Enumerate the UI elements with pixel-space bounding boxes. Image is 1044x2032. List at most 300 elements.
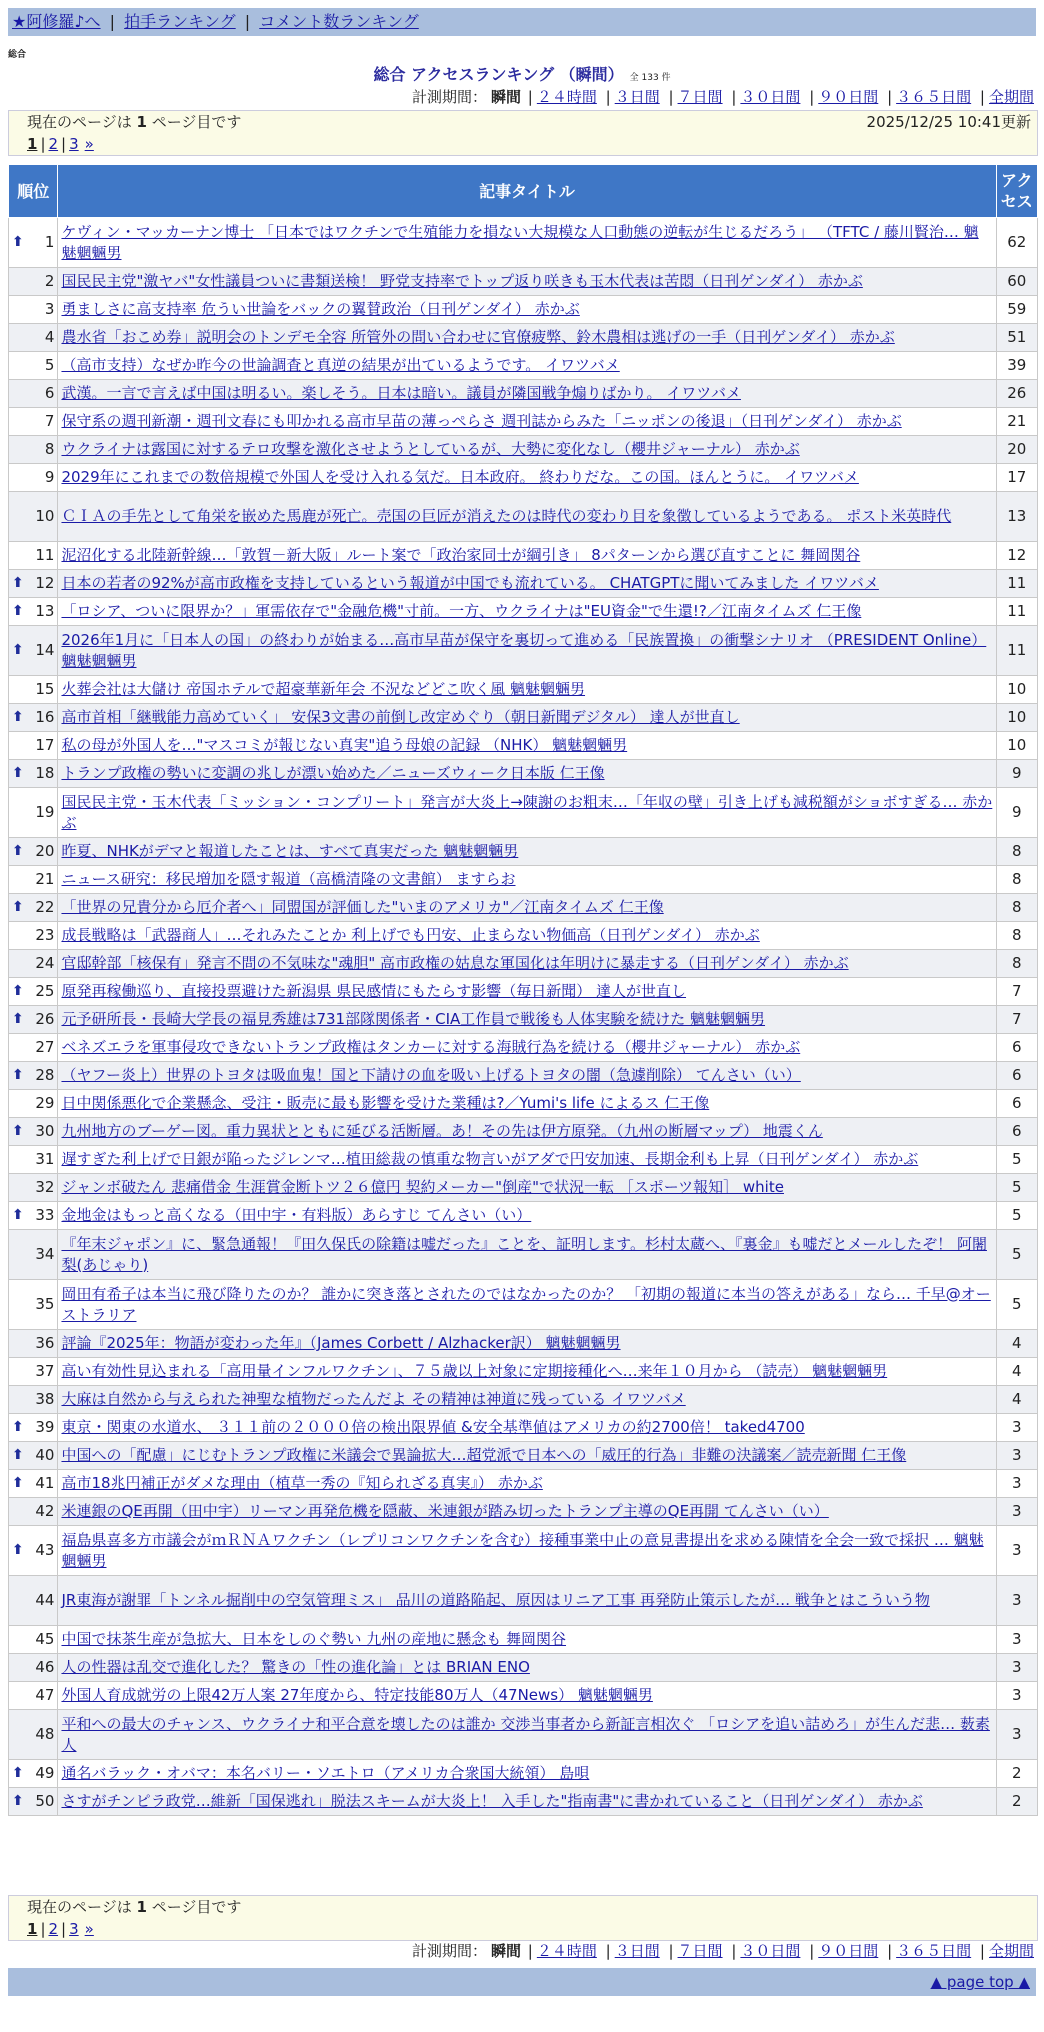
article-link[interactable]: さすがチンピラ政党…維新「国保逃れ」脱法スキームが大炎上！ 入手した"指南書"に書かれていること（日刊ゲンダイ） 赤かぶ [61, 1792, 923, 1810]
article-link[interactable]: 『年末ジャポン』に、緊急通報！『田久保氏の除籍は嘘だった』ことを、証明します。杉村太蔵へ、『裏金』も嘘だとメールしたぞ！ 阿闍梨(あじゃり) [61, 1234, 987, 1274]
access-count: 12 [996, 542, 1037, 570]
rank-cell [9, 1414, 58, 1442]
col-rank-header: 順位 [9, 165, 58, 218]
access-count: 3 [996, 1442, 1037, 1470]
access-count: 60 [996, 268, 1037, 296]
article-link[interactable]: JR東海が謝罪「トンネル掘削中の空気管理ミス」 品川の道路陥起、原因はリニア工事 再発防止策示したが… 戦争とはこういう物 [61, 1591, 930, 1609]
rank-cell [9, 1498, 58, 1526]
article-link[interactable]: 元予研所長・長崎大学長の福見秀雄は731部隊関係者・CIA工作員で戦後も人体実験を続けた 魑魅魍魎男 [61, 1010, 766, 1028]
access-count: 6 [996, 1090, 1037, 1118]
rank-number: 12 [35, 574, 55, 592]
table-row [9, 296, 1038, 324]
article-link[interactable]: 遅すぎた利上げで日銀が陥ったジレンマ…植田総裁の慎重な物言いがアダで円安加速、長期金利も上昇（日刊ゲンダイ） 赤かぶ [61, 1150, 919, 1168]
period-7d-link[interactable]: ７日間 [677, 88, 723, 106]
col-count-header: アクセス [996, 165, 1037, 218]
access-count: 3 [996, 1626, 1037, 1654]
title-cell [58, 324, 996, 352]
access-count: 11 [996, 570, 1037, 598]
rank-cell [9, 380, 58, 408]
pagination-bottom: 1 | 2 | 3 » [27, 1920, 94, 1938]
rank-number: 3 [44, 300, 55, 318]
article-link[interactable]: 国民民主党"激ヤバ"女性議員ついに書類送検！ 野党支持率でトップ返り咲きも玉木代表は苦悶（日刊ゲンダイ） 赤かぶ [61, 272, 863, 290]
access-count: 3 [996, 1470, 1037, 1498]
rank-cell [9, 296, 58, 324]
rank-cell [9, 894, 58, 922]
top-nav-bar [8, 8, 1036, 36]
page-current: 1 [27, 1920, 38, 1938]
rank-cell [9, 838, 58, 866]
title-cell [58, 1006, 996, 1034]
article-link[interactable]: 福島県喜多方市議会がｍＲＮＡワクチン（レプリコンワクチンを含む）接種事業中止の意見書提出を求める陳情を全会一致で採択 … 魑魅魍魎男 [61, 1530, 984, 1570]
title-cell [58, 838, 996, 866]
rank-number: 42 [35, 1502, 55, 1520]
access-count: 4 [996, 1386, 1037, 1414]
site-home-link[interactable]: ★阿修羅♪へ [12, 12, 101, 31]
title-cell [58, 1498, 996, 1526]
access-count: 3 [996, 1526, 1037, 1576]
article-link[interactable]: 中国への「配慮」にじむトランプ政権に米議会で異論拡大…超党派で日本への「威圧的行為」非難の決議案／読売新聞 仁王像 [61, 1446, 907, 1464]
rank-cell [9, 978, 58, 1006]
table-row [9, 324, 1038, 352]
table-row [9, 1386, 1038, 1414]
article-link[interactable]: 大麻は自然から与えられた神聖な植物だったんだよ その精神は神道に残っている イワツバメ [61, 1390, 686, 1408]
access-count: 59 [996, 296, 1037, 324]
up-arrow-icon: ⬆ [12, 1067, 24, 1083]
title-cell [58, 1174, 996, 1202]
article-link[interactable]: 火葬会社は大儲け 帝国ホテルで超豪華新年会 不況などどこ吹く風 魑魅魍魎男 [61, 680, 586, 698]
title-cell [58, 1280, 996, 1330]
title-cell [58, 704, 996, 732]
article-link[interactable]: 勇ましさに高支持率 危うい世論をバックの翼賛政治（日刊ゲンダイ） 赤かぶ [61, 300, 580, 318]
period-current: 瞬間 [490, 1942, 521, 1960]
access-count: 20 [996, 436, 1037, 464]
table-row [9, 1470, 1038, 1498]
title-cell [58, 1442, 996, 1470]
title-cell [58, 788, 996, 838]
rank-number: 8 [44, 440, 55, 458]
access-count: 11 [996, 626, 1037, 676]
table-row [9, 598, 1038, 626]
access-count: 5 [996, 1202, 1037, 1230]
access-count: 10 [996, 732, 1037, 760]
rank-cell [9, 676, 58, 704]
rank-cell [9, 1146, 58, 1174]
rank-number: 19 [35, 803, 55, 821]
article-link[interactable]: 「ロシア、ついに限界か？」軍需依存で"金融危機"寸前。一方、ウクライナは"EU資金"で生還!?／江南タイムズ 仁王像 [61, 602, 862, 620]
rank-number: 25 [35, 982, 55, 1000]
title-cell [58, 436, 996, 464]
table-row [9, 492, 1038, 542]
rank-cell [9, 1006, 58, 1034]
title-cell [58, 1146, 996, 1174]
period-30d-link[interactable]: ３０日間 [740, 1942, 801, 1960]
article-link[interactable]: 高市首相「継戦能力高めていく」 安保3文書の前倒し改定めぐり（朝日新聞デジタル） 達人が世直し [61, 708, 740, 726]
period-365d-link[interactable]: ３６５日間 [896, 88, 972, 106]
ranking-body [9, 218, 1038, 1816]
up-arrow-icon: ⬆ [12, 1207, 24, 1223]
bottom-bar [8, 1968, 1036, 1996]
rank-number: 13 [35, 602, 55, 620]
access-count: 4 [996, 1330, 1037, 1358]
period-24h-link[interactable]: ２４時間 [536, 88, 597, 106]
article-link[interactable]: ケヴィン・マッカーナン博士 「日本ではワクチンで生殖能力を損ない大規模な人口動態の逆転が生じるだろう」 （TFTC / 藤川賢治… 魑魅魍魎男 [61, 222, 979, 262]
access-count: 8 [996, 922, 1037, 950]
title-cell [58, 1330, 996, 1358]
rank-number: 6 [44, 384, 55, 402]
table-row [9, 1498, 1038, 1526]
rank-number: 41 [35, 1474, 55, 1492]
rank-number: 9 [44, 468, 55, 486]
rank-number: 30 [35, 1122, 55, 1140]
title-cell [58, 570, 996, 598]
period-3d-link[interactable]: ３日間 [614, 88, 660, 106]
article-link[interactable]: ＣＩＡの手先として角栄を嵌めた馬鹿が死亡。売国の巨匠が消えたのは時代の変わり目を象徴しているようである。 ポスト米英時代 [61, 507, 952, 525]
rank-number: 29 [35, 1094, 55, 1112]
rank-number: 47 [35, 1686, 55, 1704]
table-row [9, 1062, 1038, 1090]
table-row [9, 1654, 1038, 1682]
rank-number: 33 [35, 1206, 55, 1224]
table-row [9, 1230, 1038, 1280]
title-cell [58, 626, 996, 676]
rank-cell [9, 704, 58, 732]
article-link[interactable]: 東京・関東の水道水、 ３１１前の２０００倍の検出限界値 &安全基準値はアメリカの約2700倍！ taked4700 [61, 1418, 805, 1436]
rank-cell [9, 1386, 58, 1414]
rank-number: 16 [35, 708, 55, 726]
article-link[interactable]: 評論『2025年：物語が変わった年』（James Corbett / Alzhacker訳） 魑魅魍魎男 [61, 1334, 621, 1352]
up-arrow-icon: ⬆ [12, 234, 24, 250]
access-count: 2 [996, 1788, 1037, 1816]
rank-number: 36 [35, 1334, 55, 1352]
period-90d-link[interactable]: ９０日間 [818, 1942, 879, 1960]
title-cell [58, 464, 996, 492]
title-cell [58, 1654, 996, 1682]
article-link[interactable]: 原発再稼働巡り、直接投票避けた新潟県 県民感情にもたらす影響（毎日新聞） 達人が世直し [61, 982, 687, 1000]
rank-number: 43 [35, 1541, 55, 1559]
article-link[interactable]: ニュース研究：移民増加を隠す報道（高橋清隆の文書館） ますらお [61, 870, 516, 888]
rank-number: 49 [35, 1764, 55, 1782]
table-row [9, 922, 1038, 950]
rank-cell [9, 324, 58, 352]
rank-number: 32 [35, 1178, 55, 1196]
period-label: 計測期間： [411, 88, 487, 106]
table-row [9, 788, 1038, 838]
title-cell [58, 296, 996, 324]
access-count: 39 [996, 352, 1037, 380]
article-link[interactable]: トランプ政権の勢いに変調の兆しが漂い始めた／ニューズウィーク日本版 仁王像 [61, 764, 605, 782]
page-link-2[interactable]: 2 [48, 135, 59, 153]
nav-separator: | [109, 12, 116, 31]
article-link[interactable]: 2026年1月に「日本人の国」の終わりが始まる…高市早苗が保守を裏切って進める「民族置換」の衝撃シナリオ （PRESIDENT Online） 魑魅魍魎男 [61, 630, 987, 670]
period-selector-top: 計測期間： 瞬間 | ２４時間 | ３日間 | ７日間 | ３０日間 | ９０日間 | ３６５日間 | 全期間 [411, 88, 1034, 106]
article-link[interactable]: 外国人育成就労の上限42万人案 27年度から、特定技能80万人（47News） 魑魅魍魎男 [61, 1686, 653, 1704]
table-row [9, 1710, 1038, 1760]
rank-number: 24 [35, 954, 55, 972]
table-row [9, 1760, 1038, 1788]
article-link[interactable]: ジャンボ破たん 悲痛借金 生涯賞金断トツ２６億円 契約メーカー"倒産"で状況一転 ［スポーツ報知］ white [61, 1178, 784, 1196]
page-current: 1 [27, 135, 38, 153]
table-row [9, 866, 1038, 894]
title-cell [58, 732, 996, 760]
rank-cell [9, 760, 58, 788]
page-info-bottom [8, 1895, 1038, 1941]
access-count: 5 [996, 1280, 1037, 1330]
title-cell [58, 1358, 996, 1386]
rank-cell [9, 1090, 58, 1118]
table-row [9, 436, 1038, 464]
rank-cell [9, 408, 58, 436]
rank-number: 22 [35, 898, 55, 916]
rank-cell [9, 1760, 58, 1788]
table-row [9, 1146, 1038, 1174]
access-count: 62 [996, 218, 1037, 268]
article-link[interactable]: 泥沼化する北陸新幹線…「敦賀－新大阪」ルート案で「政治家同士が綱引き」 8パターンから選び直すことに 舞岡関谷 [61, 546, 861, 564]
nav-separator: | [244, 12, 251, 31]
access-count: 3 [996, 1576, 1037, 1626]
title-cell [58, 676, 996, 704]
page-status: 現在のページは 1 ページ目です [27, 113, 242, 131]
access-count: 10 [996, 704, 1037, 732]
title-cell [58, 380, 996, 408]
period-all-link[interactable]: 全期間 [988, 88, 1034, 106]
rank-cell [9, 626, 58, 676]
access-count: 3 [996, 1654, 1037, 1682]
period-24h-link[interactable]: ２４時間 [536, 1942, 597, 1960]
table-row [9, 1202, 1038, 1230]
rank-number: 28 [35, 1066, 55, 1084]
table-row [9, 1118, 1038, 1146]
up-arrow-icon: ⬆ [12, 709, 24, 725]
title-cell [58, 268, 996, 296]
article-link[interactable]: （高市支持）なぜか昨今の世論調査と真逆の結果が出ているようです。 イワツバメ [61, 356, 620, 374]
article-link[interactable]: 人の性器は乱交で進化した？ 驚きの「性の進化論」とは BRIAN ENO [61, 1658, 530, 1676]
access-count: 8 [996, 866, 1037, 894]
title-cell [58, 1230, 996, 1280]
up-arrow-icon: ⬆ [12, 1793, 24, 1809]
title-cell [58, 1470, 996, 1498]
up-arrow-icon: ⬆ [12, 1765, 24, 1781]
article-link[interactable]: 官邸幹部「核保有」発言不問の不気味な"魂胆" 高市政権の姑息な軍国化は年明けに暴走する（日刊ゲンダイ） 赤かぶ [61, 954, 849, 972]
article-link[interactable]: 中国で抹茶生産が急拡大、日本をしのぐ勢い 九州の産地に懸念も 舞岡関谷 [61, 1630, 567, 1648]
article-link[interactable]: 九州地方のブーゲー図。重力異状とともに延びる活断層。あ！その先は伊方原発。（九州の断層マップ） 地震くん [61, 1122, 823, 1140]
access-count: 6 [996, 1062, 1037, 1090]
article-link[interactable]: 通名バラック・オバマ：本名バリー・ソエトロ（アメリカ合衆国大統領） 島唄 [61, 1764, 590, 1782]
rank-cell [9, 950, 58, 978]
article-link[interactable]: 武漢。一言で言えば中国は明るい。楽しそう。日本は暗い。議員が隣国戦争煽りばかり。 イワツバメ [61, 384, 741, 402]
table-row [9, 352, 1038, 380]
table-row [9, 218, 1038, 268]
period-selector-bottom: 計測期間： 瞬間 | ２４時間 | ３日間 | ７日間 | ３０日間 | ９０日間 | ３６５日間 | 全期間 [411, 1942, 1034, 1960]
rank-number: 17 [35, 736, 55, 754]
access-count: 9 [996, 760, 1037, 788]
title-cell [58, 866, 996, 894]
table-row [9, 570, 1038, 598]
rank-number: 37 [35, 1362, 55, 1380]
article-link[interactable]: 2029年にこれまでの数倍規模で外国人を受け入れる気だ。日本政府。 終わりだな。この国。ほんとうに。 イワツバメ [61, 468, 859, 486]
rank-number: 34 [35, 1245, 55, 1263]
comment-ranking-link[interactable]: コメント数ランキング [259, 12, 419, 31]
article-link[interactable]: 成長戦略は「武器商人」…それみたことか 利上げでも円安、止まらない物価高（日刊ゲンダイ） 赤かぶ [61, 926, 760, 944]
access-count: 4 [996, 1358, 1037, 1386]
article-link[interactable]: 金地金はもっと高くなる（田中宇・有料版）あらすじ てんさい（い） [61, 1206, 532, 1224]
article-link[interactable]: ウクライナは露国に対するテロ攻撃を激化させようとしているが、大勢に変化なし（櫻井ジャーナル） 赤かぶ [61, 440, 800, 458]
period-current: 瞬間 [490, 88, 521, 106]
article-link[interactable]: 保守系の週刊新潮・週刊文春にも叩かれる高市早苗の薄っぺらさ 週刊誌からみた「ニッポンの後退」（日刊ゲンダイ） 赤かぶ [61, 412, 902, 430]
article-link[interactable]: 日中関係悪化で企業懸念、受注・販売に最も影響を受けた業種は?／Yumi's life によるス 仁王像 [61, 1094, 710, 1112]
access-count: 26 [996, 380, 1037, 408]
table-row [9, 626, 1038, 676]
page-next-link[interactable]: » [84, 1920, 94, 1938]
table-row [9, 1006, 1038, 1034]
page-status: 現在のページは 1 ページ目です [27, 1898, 242, 1916]
access-count: 11 [996, 598, 1037, 626]
rank-cell [9, 1034, 58, 1062]
table-row [9, 1682, 1038, 1710]
table-row [9, 894, 1038, 922]
rank-number: 26 [35, 1010, 55, 1028]
access-count: 3 [996, 1498, 1037, 1526]
table-row [9, 704, 1038, 732]
up-arrow-icon: ⬆ [12, 1475, 24, 1491]
article-link[interactable]: 米連銀のQE再開（田中宇）リーマン再発危機を隠蔽、米連銀が踏み切ったトランプ主導のQE再開 てんさい（い） [61, 1502, 829, 1520]
title-cell [58, 1682, 996, 1710]
title-cell [58, 492, 996, 542]
page-link-2[interactable]: 2 [48, 1920, 59, 1938]
category-label: 総合 [8, 50, 27, 60]
rank-cell [9, 732, 58, 760]
page-next-link[interactable]: » [84, 135, 94, 153]
access-count: 3 [996, 1710, 1037, 1760]
table-row [9, 1626, 1038, 1654]
rank-cell [9, 1710, 58, 1760]
access-count: 7 [996, 1006, 1037, 1034]
article-link[interactable]: 私の母が外国人を…"マスコミが報じない真実"追う母娘の記録 （NHK） 魑魅魍魎男 [61, 736, 628, 754]
table-row [9, 1280, 1038, 1330]
period-365d-link[interactable]: ３６５日間 [896, 1942, 972, 1960]
article-link[interactable]: ベネズエラを軍事侵攻できないトランプ政権はタンカーに対する海賊行為を続ける（櫻井ジャーナル） 赤かぶ [61, 1038, 801, 1056]
title-cell [58, 1202, 996, 1230]
access-count: 8 [996, 950, 1037, 978]
title-cell [58, 542, 996, 570]
access-count: 17 [996, 464, 1037, 492]
period-30d-link[interactable]: ３０日間 [740, 88, 801, 106]
rank-cell [9, 922, 58, 950]
access-count: 5 [996, 1146, 1037, 1174]
title-cell [58, 1062, 996, 1090]
title-cell [58, 598, 996, 626]
table-row [9, 732, 1038, 760]
title-cell [58, 894, 996, 922]
access-count: 10 [996, 676, 1037, 704]
rank-cell [9, 1788, 58, 1816]
article-link[interactable]: 高い有効性見込まれる「高用量インフルワクチン」、７５歳以上対象に定期接種化へ…来年１０月から （読売） 魑魅魍魎男 [61, 1362, 888, 1380]
article-link[interactable]: 農水省「おこめ券」説明会のトンデモ全容 所管外の問い合わせに官僚疲弊、鈴木農相は逃げの一手（日刊ゲンダイ） 赤かぶ [61, 328, 895, 346]
rank-number: 11 [35, 546, 55, 564]
period-all-link[interactable]: 全期間 [988, 1942, 1034, 1960]
rank-number: 39 [35, 1418, 55, 1436]
table-row [9, 1414, 1038, 1442]
title-cell [58, 1710, 996, 1760]
up-arrow-icon: ⬆ [12, 1419, 24, 1435]
rank-cell [9, 598, 58, 626]
table-row [9, 1526, 1038, 1576]
title-cell [58, 1034, 996, 1062]
article-link[interactable]: 岡田有希子は本当に飛び降りたのか？ 誰かに突き落とされたのではなかったのか？ 「初期の報道に本当の答えがある」なら… 千早@オーストラリア [61, 1284, 991, 1324]
table-row [9, 542, 1038, 570]
up-arrow-icon: ⬆ [12, 765, 24, 781]
rank-number: 4 [44, 328, 55, 346]
period-label: 計測期間： [411, 1942, 487, 1960]
table-row [9, 408, 1038, 436]
rank-number: 48 [35, 1725, 55, 1743]
page-link-3[interactable]: 3 [69, 1920, 79, 1938]
rank-cell [9, 1174, 58, 1202]
rank-number: 44 [35, 1591, 55, 1609]
access-count: 51 [996, 324, 1037, 352]
title-cell [58, 1576, 996, 1626]
page-link-3[interactable]: 3 [69, 135, 79, 153]
pagination-top: 1 | 2 | 3 » [27, 135, 94, 153]
title-cell [58, 1526, 996, 1576]
article-link[interactable]: 国民民主党・玉木代表「ミッション・コンプリート」発言が大炎上→陳謝のお粗末…「年収の壁」引き上げも減税額がショボすぎる… 赤かぶ [61, 792, 993, 832]
rank-number: 21 [35, 870, 55, 888]
access-count: 2 [996, 1760, 1037, 1788]
rank-cell [9, 1230, 58, 1280]
ranking-title: 総合 アクセスランキング （瞬間） [373, 65, 624, 84]
article-link[interactable]: 日本の若者の92%が高市政権を支持しているという報道が中国でも流れている。 CHATGPTに聞いてみました イワツバメ [61, 574, 879, 592]
article-link[interactable]: （ヤフー炎上）世界のトヨタは吸血鬼！国と下請けの血を吸い上げるトヨタの闇（急遽削除） てんさい（い） [61, 1066, 801, 1084]
table-row [9, 838, 1038, 866]
page-top-link[interactable]: ▲ page top ▲ [930, 1973, 1030, 1991]
rank-cell [9, 1576, 58, 1626]
table-row [9, 676, 1038, 704]
applause-ranking-link[interactable]: 拍手ランキング [124, 12, 236, 31]
article-link[interactable]: 平和への最大のチャンス、ウクライナ和平合意を壊したのは誰か 交渉当事者から新証言相次ぐ 「ロシアを追い詰めろ」が生んだ悲… 薮素人 [61, 1714, 990, 1754]
period-3d-link[interactable]: ３日間 [614, 1942, 660, 1960]
table-row [9, 1090, 1038, 1118]
rank-number: 38 [35, 1390, 55, 1408]
rank-cell [9, 1280, 58, 1330]
article-link[interactable]: 昨夏、NHKがデマと報道したことは、すべて真実だった 魑魅魍魎男 [61, 842, 519, 860]
rank-cell [9, 866, 58, 894]
col-title-header: 記事タイトル [58, 165, 996, 218]
total-count: 全 133 件 [629, 73, 671, 83]
table-row [9, 978, 1038, 1006]
ranking-table [8, 164, 1038, 1816]
period-90d-link[interactable]: ９０日間 [818, 88, 879, 106]
access-count: 8 [996, 894, 1037, 922]
rank-cell [9, 218, 58, 268]
access-count: 9 [996, 788, 1037, 838]
rank-number: 14 [35, 641, 55, 659]
title-cell [58, 978, 996, 1006]
access-count: 5 [996, 1230, 1037, 1280]
article-link[interactable]: 「世界の兄貴分から厄介者へ」同盟国が評価した"いまのアメリカ"／江南タイムズ 仁王像 [61, 898, 664, 916]
access-count: 3 [996, 1414, 1037, 1442]
rank-number: 1 [44, 233, 55, 251]
up-arrow-icon: ⬆ [12, 1542, 24, 1558]
rank-cell [9, 542, 58, 570]
table-row [9, 1330, 1038, 1358]
rank-cell [9, 1626, 58, 1654]
title-cell [58, 950, 996, 978]
rank-number: 20 [35, 842, 55, 860]
up-arrow-icon: ⬆ [12, 575, 24, 591]
title-cell [58, 1118, 996, 1146]
period-7d-link[interactable]: ７日間 [677, 1942, 723, 1960]
article-link[interactable]: 高市18兆円補正がダメな理由（植草一秀の『知られざる真実』） 赤かぶ [61, 1474, 543, 1492]
access-count: 13 [996, 492, 1037, 542]
